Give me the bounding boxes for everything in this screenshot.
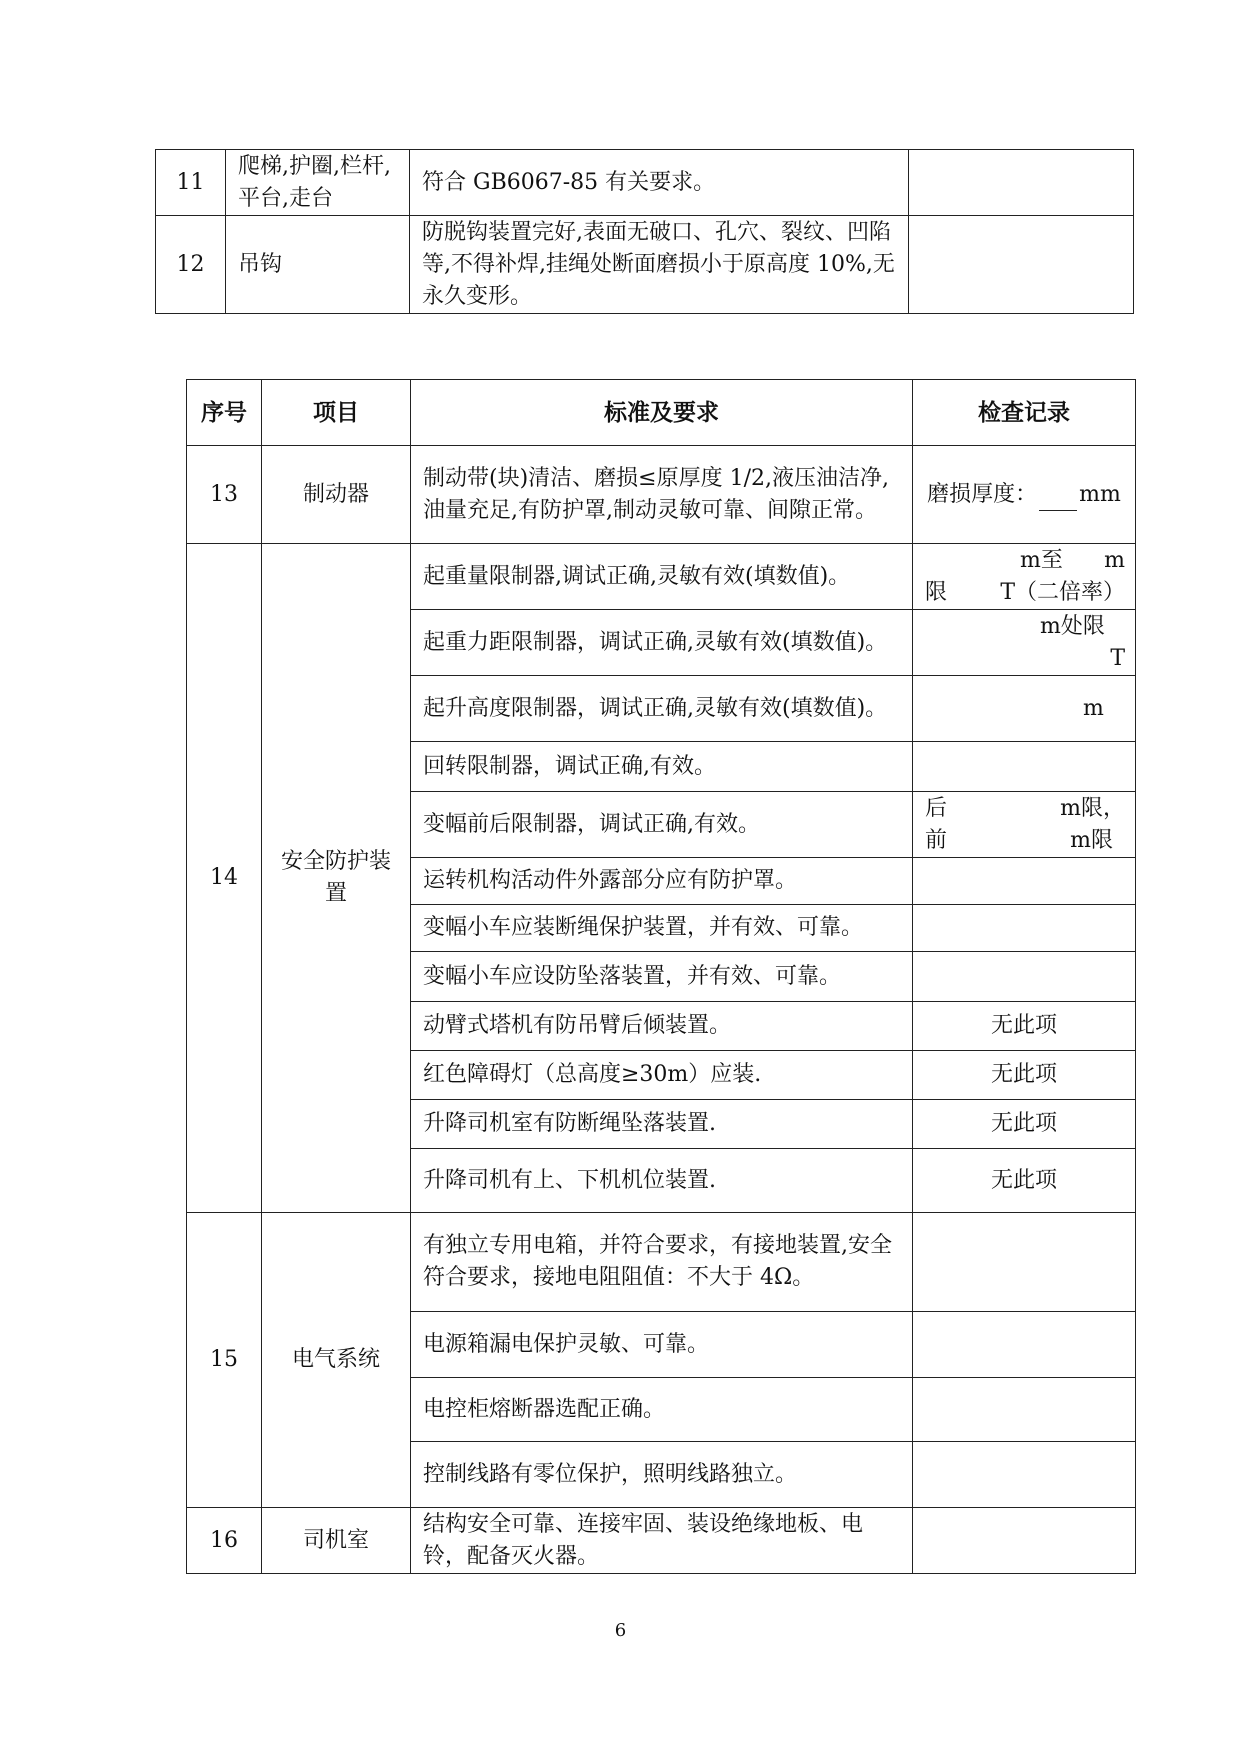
record-cell[interactable] [913,742,1136,792]
record-text: 限 [925,579,948,605]
table-header-row [187,380,1136,446]
record-cell[interactable]: 无此项 [913,1149,1136,1213]
record-cell[interactable]: 无此项 [913,1051,1136,1100]
record-cell[interactable] [913,676,1136,742]
record-cell[interactable]: 无此项 [913,1002,1136,1051]
row-number: 14 [187,544,262,1213]
standard-text: 符合 GB6067-85 有关要求。 [410,150,909,216]
wear-thickness-label: 磨损厚度： [927,481,1038,507]
record-cell[interactable] [913,610,1136,676]
standard-text: 动臂式塔机有防吊臂后倾装置。 [411,1002,913,1051]
record-cell[interactable] [913,1213,1136,1312]
standard-text: 制动带(块)清洁、磨损≤原厚度 1/2,液压油洁净,油量充足,有防护罩,制动灵敏可靠、间隙正常。 [411,446,913,544]
record-text: 后 [925,795,948,821]
table-row [187,1213,1136,1312]
standard-text: 有独立专用电箱，并符合要求，有接地装置,安全符合要求，接地电阻阻值：不大于 4Ω。 [411,1213,913,1312]
record-cell[interactable] [913,446,1136,544]
record-cell[interactable] [913,952,1136,1002]
standard-text: 变幅小车应装断绳保护装置，并有效、可靠。 [411,905,913,952]
standard-text: 变幅小车应设防坠落装置，并有效、可靠。 [411,952,913,1002]
record-text: m处限 [1040,613,1105,639]
standard-text: 升降司机有上、下机机位装置. [411,1149,913,1213]
record-text: m [1083,695,1104,721]
record-text: T（二倍率） [1000,579,1125,605]
row-number: 11 [156,150,226,216]
record-text: m限 [1070,827,1113,853]
record-text: m [1104,547,1125,573]
table-row [156,150,1134,216]
item-name: 司机室 [262,1508,411,1574]
table-row [187,544,1136,610]
item-name: 安全防护装置 [262,544,411,1213]
standard-text: 运转机构活动件外露部分应有防护罩。 [411,858,913,905]
record-text: m限， [1060,795,1125,821]
table-row [187,446,1136,544]
inspection-table-continued [155,149,1134,314]
row-number: 12 [156,216,226,314]
header-standard: 标准及要求 [411,380,913,446]
item-name: 吊钩 [226,216,410,314]
inspection-table [186,379,1136,1574]
record-cell[interactable] [913,1312,1136,1378]
record-cell[interactable] [913,544,1136,610]
item-name: 制动器 [262,446,411,544]
item-name: 电气系统 [262,1213,411,1508]
record-cell[interactable]: 无此项 [913,1100,1136,1149]
standard-text: 电源箱漏电保护灵敏、可靠。 [411,1312,913,1378]
standard-text: 变幅前后限制器，调试正确,有效。 [411,792,913,858]
record-cell[interactable] [909,216,1134,314]
record-text: T [1110,645,1125,671]
record-cell[interactable] [913,1442,1136,1508]
record-cell[interactable] [913,905,1136,952]
table-row [187,1508,1136,1574]
standard-text: 红色障碍灯（总高度≥30m）应装. [411,1051,913,1100]
record-cell[interactable] [909,150,1134,216]
standard-text: 起重量限制器,调试正确,灵敏有效(填数值)。 [411,544,913,610]
wear-thickness-blank[interactable] [1039,486,1077,511]
standard-text: 起升高度限制器，调试正确,灵敏有效(填数值)。 [411,676,913,742]
standard-text: 升降司机室有防断绳坠落装置. [411,1100,913,1149]
record-cell[interactable] [913,792,1136,858]
standard-text: 电控柜熔断器选配正确。 [411,1378,913,1442]
record-cell[interactable] [913,1378,1136,1442]
standard-text: 回转限制器，调试正确,有效。 [411,742,913,792]
item-name: 爬梯,护圈,栏杆,平台,走台 [226,150,410,216]
header-record: 检查记录 [913,380,1136,446]
row-number: 13 [187,446,262,544]
standard-text: 控制线路有零位保护，照明线路独立。 [411,1442,913,1508]
record-text: m至 [1020,547,1063,573]
row-number: 16 [187,1508,262,1574]
page-number: 6 [614,1620,627,1641]
record-cell[interactable] [913,858,1136,905]
table-row [156,216,1134,314]
standard-text: 起重力距限制器，调试正确,灵敏有效(填数值)。 [411,610,913,676]
standard-text: 防脱钩装置完好,表面无破口、孔穴、裂纹、凹陷等,不得补焊,挂绳处断面磨损小于原高度 10%,无永久变形。 [410,216,909,314]
header-number: 序号 [187,380,262,446]
record-text: 前 [925,827,948,853]
row-number: 15 [187,1213,262,1508]
wear-thickness-unit: mm [1079,481,1121,507]
standard-text: 结构安全可靠、连接牢固、装设绝缘地板、电铃，配备灭火器。 [411,1508,913,1574]
record-cell[interactable] [913,1508,1136,1574]
header-item: 项目 [262,380,411,446]
